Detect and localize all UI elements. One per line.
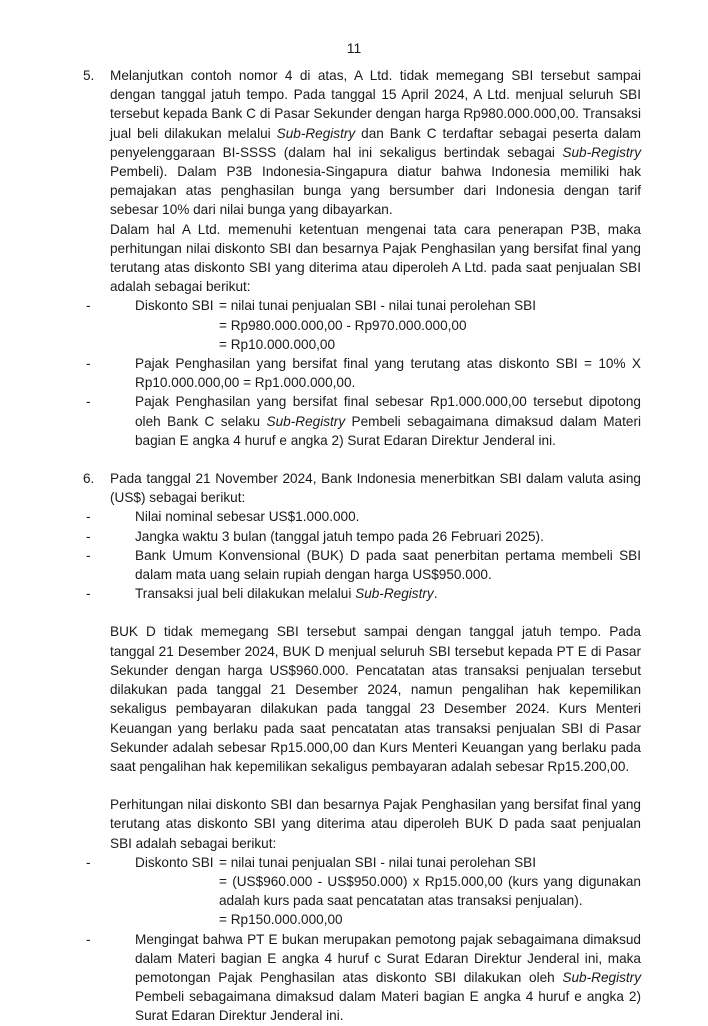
list-item: - Pajak Penghasilan yang bersifat final sebesar Rp1.000.000,00 tersebut dipotong oleh Bank C selaku Sub-Registry Pembeli sebagaimana dimaksud dalam Materi bagian E angka 4 huruf e angka 2) Surat Edaran Direktur Jenderal ini.	[86, 394, 642, 448]
page-number: 11	[346, 40, 362, 56]
dash-bullet: -	[86, 547, 91, 563]
item-number: 6.	[83, 471, 95, 487]
dash-bullet: -	[86, 356, 91, 372]
dash-bullet: -	[86, 586, 91, 602]
example-item-6	[83, 469, 641, 1025]
calc-line: = (US$960.000 - US$950.000) x Rp15.000,00 (kurs yang digunakan adalah kurs pada saat pencatatan atas transaksi penjualan).	[219, 873, 641, 909]
dash-bullet: -	[86, 854, 91, 870]
dash-bullet: -	[86, 931, 91, 947]
list-item: - Jangka waktu 3 bulan (tanggal jatuh tempo pada 26 Februari 2025).	[83, 527, 641, 546]
calc-line: = Rp980.000.000,00 - Rp970.000.000,00	[219, 317, 467, 333]
calc-line: = nilai tunai penjualan SBI - nilai tunai perolehan SBI	[219, 298, 537, 314]
paragraph: Pada tanggal 21 November 2024, Bank Indonesia menerbitkan SBI dalam valuta asing (US$) sebagai berikut:	[110, 471, 641, 506]
calc-line: = nilai tunai penjualan SBI - nilai tunai perolehan SBI	[219, 854, 537, 870]
item-number: 5.	[83, 68, 95, 83]
calc-label: Diskonto SBI	[135, 298, 214, 314]
calc-line: = Rp150.000.000,00	[219, 912, 343, 928]
list-item-text: Pajak Penghasilan yang bersifat final yang terutang atas diskonto SBI = 10% X Rp10.000.000,00 = Rp1.000.000,00.	[135, 356, 641, 391]
dash-bullet: -	[86, 394, 91, 410]
bullet-list	[83, 296, 641, 450]
bullet-list	[83, 507, 641, 603]
dash-bullet: -	[86, 509, 91, 525]
dash-bullet: -	[86, 528, 91, 544]
calc-label: Diskonto SBI	[135, 854, 214, 870]
paragraph: Dalam hal A Ltd. memenuhi ketentuan mengenai tata cara penerapan P3B, maka perhitungan nilai diskonto SBI dan besarnya Pajak Penghasilan yang bersifat final yang terutang atas diskonto SBI yang diterima atau diperoleh A Ltd. pada saat penjualan SBI adalah sebagai berikut:	[110, 221, 641, 295]
example-item-5	[83, 66, 641, 450]
list-item: - Transaksi jual beli dilakukan melalui Sub-Registry.	[83, 584, 641, 603]
list-item	[83, 853, 641, 930]
dash-bullet: -	[86, 298, 91, 314]
list-item: - Bank Umum Konvensional (BUK) D pada saat penerbitan pertama membeli SBI dalam mata uang selain rupiah dengan harga US$950.000.	[86, 547, 641, 583]
italic-term: Sub-Registry	[276, 125, 356, 141]
calc-row	[135, 853, 641, 872]
list-item	[83, 296, 641, 354]
italic-term: Sub-Registry	[562, 969, 641, 985]
paragraph: Melanjutkan contoh nomor 4 di atas, A Ltd. tidak memegang SBI tersebut sampai dengan tanggal jatuh tempo. Pada tanggal 15 April 2024, A Ltd. menjual seluruh SBI tersebut kepada Bank C di Pasar Sekunder dengan harga Rp980.000.000,00. Transaksi jual beli dilakukan melalui Sub-Registry dan Bank C terdaftar sebagai peserta dalam penyelenggaraan BI-SSSS (dalam hal ini sekaligus bertindak sebagai Sub-Registry Pembeli). Dalam P3B Indonesia-Singapura diatur bahwa Indonesia memiliki hak pemajakan atas penghasilan bunga yang bersumber dari Indonesia dengan tarif sebesar 10% dari nilai bunga yang dibayarkan.	[110, 68, 641, 218]
italic-term: Sub-Registry	[355, 586, 434, 602]
list-item: - Mengingat bahwa PT E bukan merupakan pemotong pajak sebagaimana dimaksud dalam Materi bagian E angka 4 huruf c Surat Edaran Direktur Jenderal ini, maka pemotongan Pajak Penghasilan atas diskonto SBI dilakukan oleh Sub-Registry Pembeli sebagaimana dimaksud dalam Materi bagian E angka 4 huruf e angka 2) Surat Edaran Direktur Jenderal ini.	[86, 931, 641, 1024]
document-body	[83, 66, 641, 1026]
list-item	[83, 354, 641, 392]
calc-line: = Rp10.000.000,00	[219, 336, 336, 352]
paragraph: Perhitungan nilai diskonto SBI dan besarnya Pajak Penghasilan yang bersifat final yang terutang atas diskonto SBI yang diterima atau diperoleh BUK D pada saat penjualan SBI adalah sebagai berikut:	[110, 797, 641, 851]
italic-term: Sub-Registry	[562, 144, 641, 160]
list-item: - Nilai nominal sebesar US$1.000.000.	[83, 507, 641, 526]
calc-row	[135, 296, 641, 315]
paragraph: BUK D tidak memegang SBI tersebut sampai dengan tanggal jatuh tempo. Pada tanggal 21 Desember 2024, BUK D menjual seluruh SBI tersebut kepada PT E di Pasar Sekunder dengan harga US$960.000. Pencatatan atas transaksi penjualan tersebut dilakukan pada tanggal 21 Desember 2024, namun pengalihan hak kepemilikan sekaligus pembayaran dilakukan pada tanggal 23 Desember 2024. Kurs Menteri Keuangan yang berlaku pada saat pencatatan atas transaksi penjualan SBI di Pasar Sekunder adalah sebesar Rp15.000,00 dan Kurs Menteri Keuangan yang berlaku pada saat pengalihan hak kepemilikan sekaligus pembayaran adalah sebesar Rp15.200,00.	[110, 624, 641, 774]
italic-term: Sub-Registry	[266, 413, 346, 429]
